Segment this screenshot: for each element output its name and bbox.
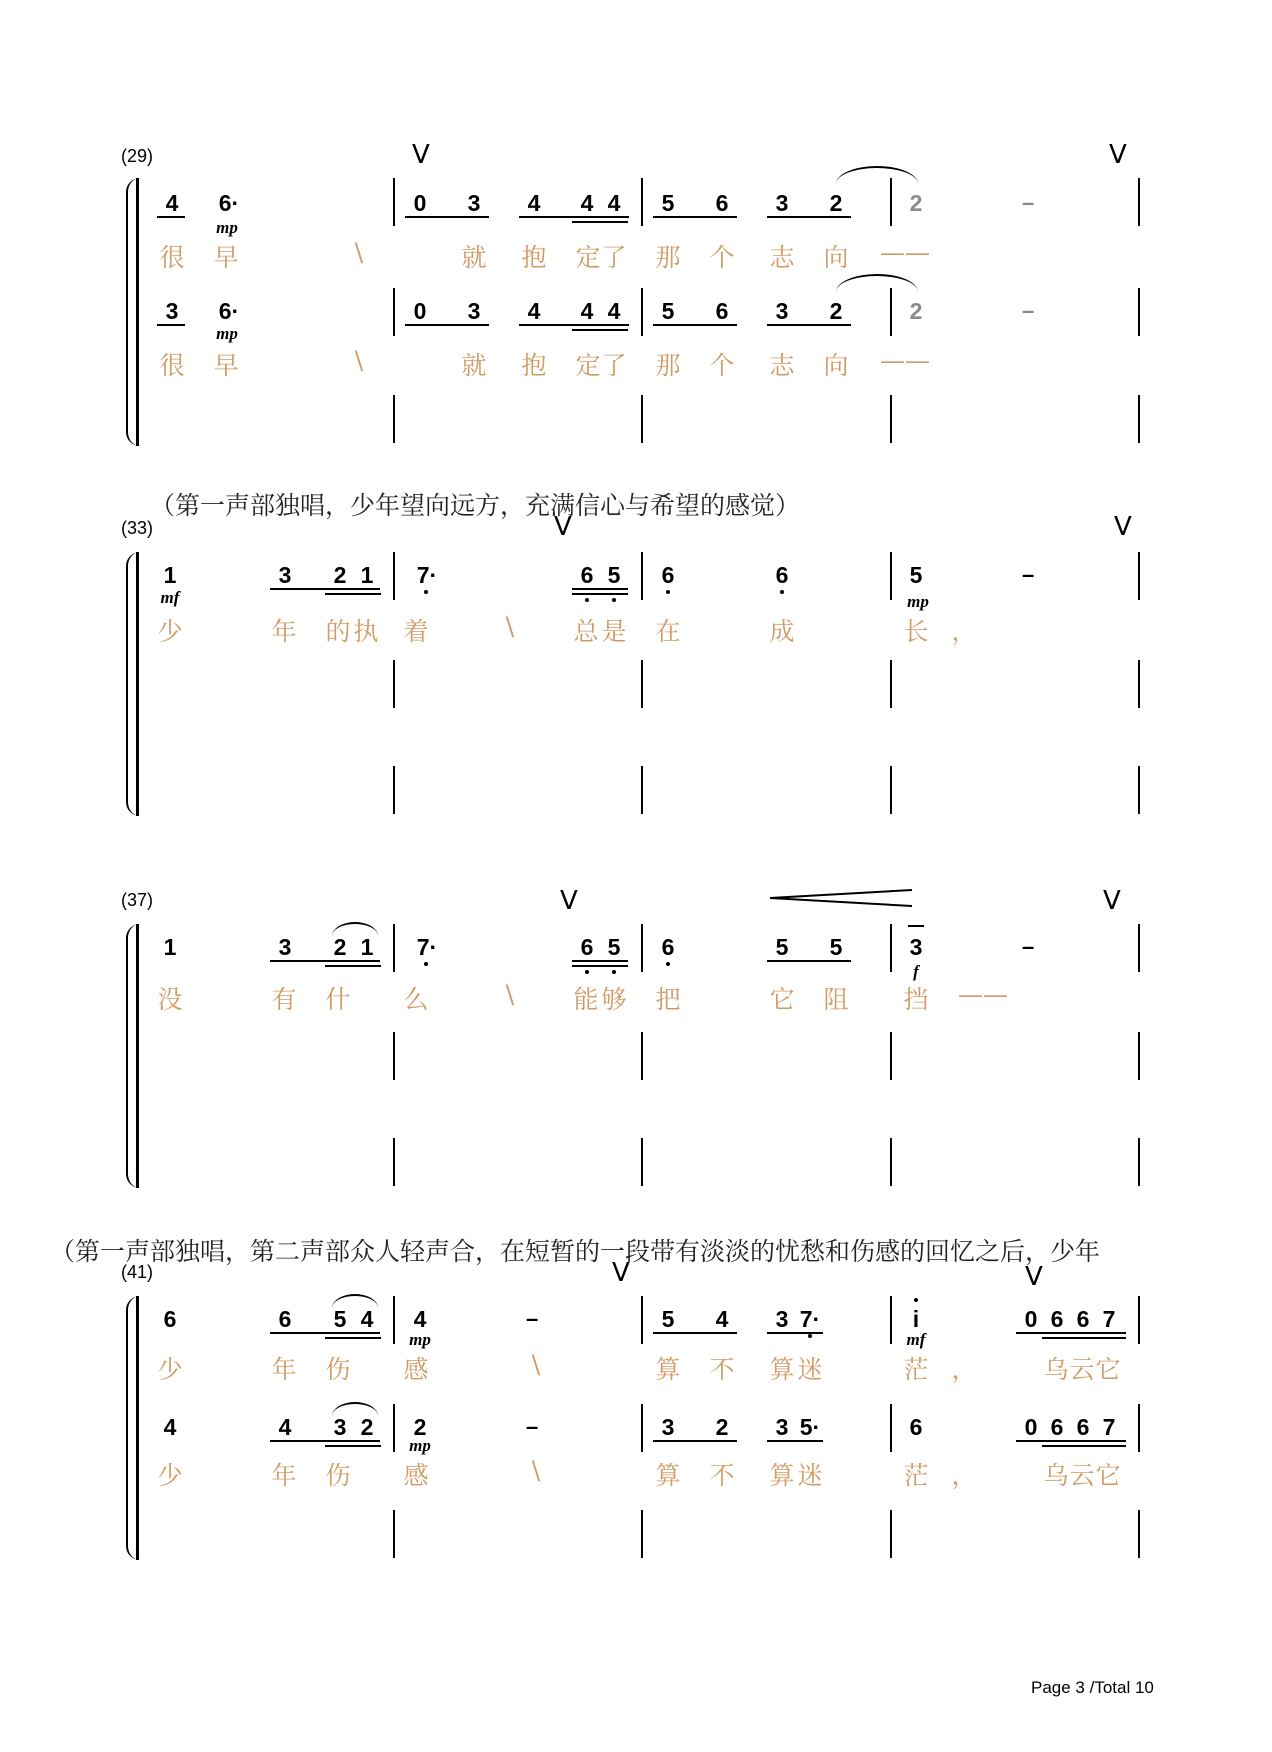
lower-octave-dot: [780, 590, 784, 594]
barline: [890, 924, 892, 972]
note: 6: [1076, 1414, 1090, 1440]
note: 1: [360, 562, 374, 588]
lyric-extender: ——: [958, 980, 1008, 1009]
underline: [270, 588, 380, 590]
lyric: 就: [461, 243, 487, 272]
note: 5: [661, 1306, 675, 1332]
lyric: 它: [1095, 1355, 1121, 1384]
note: 0: [1024, 1414, 1038, 1440]
note: 1: [360, 934, 374, 960]
system-bracket: [136, 178, 139, 446]
note: 4: [163, 1414, 177, 1440]
barline: [890, 1032, 892, 1080]
lyric: 云: [1069, 1355, 1095, 1384]
lyric: 很: [159, 243, 185, 272]
underline: [325, 1445, 381, 1447]
tie: [836, 274, 918, 292]
lyric: 把: [655, 985, 681, 1014]
lyric: 不: [709, 1355, 735, 1384]
breath-mark: V: [1103, 886, 1121, 916]
underline: [157, 216, 185, 218]
note: 1: [163, 934, 177, 960]
lyric: 什: [325, 985, 351, 1014]
tie: [836, 166, 918, 184]
barline: [641, 1138, 643, 1186]
lyric: 少: [157, 1355, 183, 1384]
note: 7·: [416, 934, 438, 960]
barline: [890, 395, 892, 443]
lyric: 算: [655, 1355, 681, 1384]
underline: [767, 324, 851, 326]
note: 0: [1024, 1306, 1038, 1332]
barline: [1138, 1296, 1140, 1344]
barline: [393, 1404, 395, 1452]
note: 6: [163, 1306, 177, 1332]
note: 2: [333, 934, 347, 960]
note: 2: [360, 1414, 374, 1440]
lyric: ，: [951, 1461, 977, 1490]
note: 6: [715, 298, 729, 324]
lyric: 那: [655, 243, 681, 272]
measure-number: (29): [121, 146, 154, 166]
barline: [890, 552, 892, 600]
note: 3: [278, 934, 292, 960]
crescendo-hairpin: [770, 888, 920, 910]
note-tied: 2: [909, 298, 923, 324]
underline: [767, 1440, 823, 1442]
lyric: 少: [157, 617, 183, 646]
note: 2: [829, 298, 843, 324]
note: 5: [333, 1306, 347, 1332]
note: 7·: [799, 1306, 821, 1332]
note: 5: [607, 562, 621, 588]
barline: [393, 1138, 395, 1186]
barline: [641, 1510, 643, 1558]
lyric: 算: [655, 1461, 681, 1490]
lyric: \: [505, 612, 515, 641]
system-brace: [126, 178, 142, 446]
lyric: 长: [903, 617, 929, 646]
dynamic: mp: [409, 1436, 431, 1455]
note: 5: [661, 298, 675, 324]
note: 3: [278, 562, 292, 588]
lower-octave-dot: [666, 590, 670, 594]
barline: [890, 1138, 892, 1186]
lyric: 茫: [903, 1461, 929, 1490]
note: 0: [413, 190, 427, 216]
underline: [653, 216, 737, 218]
underline: [653, 324, 737, 326]
note: 1: [163, 562, 177, 588]
barline: [393, 178, 395, 226]
underline: [572, 329, 628, 331]
note-tied: 2: [909, 190, 923, 216]
barline: [1138, 552, 1140, 600]
underline: [405, 216, 489, 218]
lyric: \: [505, 980, 515, 1009]
underline: [572, 588, 628, 590]
lyric: 的: [325, 617, 351, 646]
lyric: 挡: [903, 985, 929, 1014]
dash: –: [1022, 190, 1035, 215]
lyric: 感: [403, 1355, 429, 1384]
dynamic: mp: [216, 218, 238, 237]
lyric: 有: [271, 985, 297, 1014]
lyric: \: [354, 238, 364, 267]
page-footer: Page 3 /Total 10: [1031, 1678, 1154, 1697]
lyric-extender: ——: [880, 346, 930, 375]
lyric: 是: [601, 617, 627, 646]
barline: [641, 1032, 643, 1080]
note: 4: [527, 190, 541, 216]
lower-octave-dot: [808, 1334, 812, 1338]
note: 7: [1102, 1306, 1116, 1332]
dash: –: [526, 1414, 539, 1439]
barline: [393, 1296, 395, 1344]
note: 5·: [799, 1414, 821, 1440]
barline: [641, 552, 643, 600]
barline: [393, 766, 395, 814]
lyric: 就: [461, 351, 487, 380]
note: 3: [775, 298, 789, 324]
lyric: 它: [1095, 1461, 1121, 1490]
underline: [1042, 1337, 1126, 1339]
lyric: 算: [769, 1461, 795, 1490]
underline: [325, 593, 381, 595]
barline: [890, 1296, 892, 1344]
dynamic: mp: [409, 1330, 431, 1349]
dynamic: mf: [160, 588, 180, 607]
tenuto: [908, 925, 924, 927]
performance-remark: （第一声部独唱，第二声部众人轻声合，在短暂的一段带有淡淡的忧愁和伤感的回忆之后，少年: [50, 1237, 1101, 1266]
system-brace: [126, 1296, 142, 1560]
barline: [641, 178, 643, 226]
note: 3: [661, 1414, 675, 1440]
lower-octave-dot: [424, 590, 428, 594]
breath-mark: V: [1025, 1262, 1043, 1292]
dynamic: mp: [216, 324, 238, 343]
note: 6: [580, 934, 594, 960]
underline: [572, 965, 628, 967]
lyric: 成: [769, 617, 795, 646]
barline: [1138, 660, 1140, 708]
underline: [270, 1440, 380, 1442]
lyric: 总: [573, 617, 599, 646]
underline: [653, 1332, 737, 1334]
underline: [572, 221, 628, 223]
underline: [157, 324, 185, 326]
lyric: 个: [709, 351, 735, 380]
dynamic: mp: [907, 592, 929, 611]
underline: [325, 1337, 381, 1339]
note: 0: [413, 298, 427, 324]
lyric: 没: [157, 985, 183, 1014]
measure-number: (41): [121, 1262, 154, 1282]
lyric: 云: [1069, 1461, 1095, 1490]
lyric: ，: [951, 1355, 977, 1384]
barline: [393, 660, 395, 708]
lyric: \: [531, 1350, 541, 1379]
barline: [890, 1404, 892, 1452]
underline: [325, 965, 381, 967]
barline: [641, 395, 643, 443]
note: 3: [775, 1414, 789, 1440]
barline: [393, 395, 395, 443]
note: 4: [527, 298, 541, 324]
note: 2: [715, 1414, 729, 1440]
lyric: 够: [601, 985, 627, 1014]
note: 6: [715, 190, 729, 216]
note: 4: [278, 1414, 292, 1440]
lyric: 志: [769, 351, 795, 380]
note: 4: [413, 1306, 427, 1332]
barline: [1138, 1404, 1140, 1452]
note: 4: [607, 190, 621, 216]
lyric: 向: [823, 243, 849, 272]
barline: [641, 1296, 643, 1344]
system-brace: [126, 552, 142, 816]
barline: [1138, 924, 1140, 972]
barline: [393, 1510, 395, 1558]
barline: [1138, 1032, 1140, 1080]
lyric: ，: [951, 617, 977, 646]
lower-octave-dot: [585, 598, 589, 602]
underline: [405, 324, 489, 326]
note: 4: [360, 1306, 374, 1332]
note: 6: [775, 562, 789, 588]
lyric: 少: [157, 1461, 183, 1490]
barline: [890, 766, 892, 814]
lyric: 么: [403, 985, 429, 1014]
system-brace: [126, 924, 142, 1188]
breath-mark: V: [1109, 140, 1127, 170]
lyric: 了: [601, 243, 627, 272]
note: 2: [829, 190, 843, 216]
underline: [1016, 1332, 1126, 1334]
underline: [519, 324, 629, 326]
note: 6·: [218, 298, 240, 324]
barline: [1138, 178, 1140, 226]
lyric: 年: [271, 1355, 297, 1384]
lyric: 不: [709, 1461, 735, 1490]
dynamic: mf: [906, 1330, 926, 1349]
lyric: 定: [575, 351, 601, 380]
barline: [641, 766, 643, 814]
lower-octave-dot: [612, 598, 616, 602]
lyric: 茫: [903, 1355, 929, 1384]
breath-mark: V: [412, 140, 430, 170]
lyric: 早: [213, 243, 239, 272]
barline: [641, 1404, 643, 1452]
barline: [393, 924, 395, 972]
lyric: 抱: [521, 351, 547, 380]
note: 5: [909, 562, 923, 588]
barline: [393, 552, 395, 600]
system-bracket: [136, 924, 139, 1188]
lyric: 年: [271, 617, 297, 646]
note: 3: [165, 298, 179, 324]
barline: [890, 660, 892, 708]
note: 3: [467, 190, 481, 216]
lyric: 执: [353, 617, 379, 646]
note: 6: [661, 562, 675, 588]
lyric: \: [531, 1456, 541, 1485]
barline: [1138, 766, 1140, 814]
note: 4: [715, 1306, 729, 1332]
tie: [332, 1402, 378, 1416]
lower-octave-dot: [585, 970, 589, 974]
note: 4: [165, 190, 179, 216]
note: 7·: [416, 562, 438, 588]
upper-octave-dot: [914, 1298, 918, 1302]
measure-number: (33): [121, 518, 154, 538]
dash: –: [1022, 934, 1035, 959]
note: 3: [775, 1306, 789, 1332]
note: 5: [829, 934, 843, 960]
lyric: 抱: [521, 243, 547, 272]
barline: [1138, 1510, 1140, 1558]
breath-mark: V: [560, 886, 578, 916]
lyric-extender: ——: [880, 238, 930, 267]
system-bracket: [136, 552, 139, 816]
note: 4: [580, 298, 594, 324]
dynamic: f: [913, 962, 919, 981]
underline: [270, 1332, 380, 1334]
lyric: 向: [823, 351, 849, 380]
note: 6: [661, 934, 675, 960]
lyric: 算: [769, 1355, 795, 1384]
barline: [641, 924, 643, 972]
note: i: [912, 1306, 920, 1332]
barline: [1138, 1138, 1140, 1186]
underline: [572, 593, 628, 595]
note: 5: [661, 190, 675, 216]
barline: [641, 660, 643, 708]
lyric: 它: [769, 985, 795, 1014]
note: 6: [278, 1306, 292, 1332]
dash: –: [1022, 562, 1035, 587]
note: 2: [413, 1414, 427, 1440]
barline: [393, 288, 395, 336]
tie: [332, 922, 378, 936]
underline: [767, 1332, 823, 1334]
lyric: 了: [601, 351, 627, 380]
measure-number: (37): [121, 890, 154, 910]
lyric: 阻: [823, 985, 849, 1014]
lyric: 迷: [797, 1461, 823, 1490]
tie: [332, 1294, 378, 1308]
lyric: 感: [403, 1461, 429, 1490]
note: 6: [1050, 1306, 1064, 1332]
lyric: 能: [573, 985, 599, 1014]
underline: [270, 960, 380, 962]
note: 3: [333, 1414, 347, 1440]
barline: [890, 288, 892, 336]
breath-mark: V: [612, 1258, 630, 1288]
barline: [890, 178, 892, 226]
note: 3: [467, 298, 481, 324]
lyric: 乌: [1043, 1461, 1069, 1490]
performance-remark: （第一声部独唱，少年望向远方，充满信心与希望的感觉）: [150, 491, 801, 520]
lyric: 志: [769, 243, 795, 272]
dash: –: [1022, 298, 1035, 323]
note: 2: [333, 562, 347, 588]
underline: [1016, 1440, 1126, 1442]
lyric: 那: [655, 351, 681, 380]
note: 6: [1076, 1306, 1090, 1332]
underline: [1042, 1445, 1126, 1447]
note: 4: [580, 190, 594, 216]
lower-octave-dot: [424, 962, 428, 966]
note: 7: [1102, 1414, 1116, 1440]
note: 3: [909, 934, 923, 960]
barline: [1138, 395, 1140, 443]
system-bracket: [136, 1296, 139, 1560]
lyric: 早: [213, 351, 239, 380]
lyric: 迷: [797, 1355, 823, 1384]
underline: [767, 960, 851, 962]
note: 6: [1050, 1414, 1064, 1440]
note: 6·: [218, 190, 240, 216]
lyric: 伤: [325, 1461, 351, 1490]
barline: [393, 1032, 395, 1080]
lyric: 年: [271, 1461, 297, 1490]
lower-octave-dot: [666, 962, 670, 966]
underline: [519, 216, 629, 218]
note: 6: [909, 1414, 923, 1440]
lyric: 乌: [1043, 1355, 1069, 1384]
lyric: 个: [709, 243, 735, 272]
lower-octave-dot: [612, 970, 616, 974]
lyric: \: [354, 346, 364, 375]
note: 5: [607, 934, 621, 960]
note: 3: [775, 190, 789, 216]
lyric: 在: [655, 617, 681, 646]
breath-mark: V: [1114, 512, 1132, 542]
note: 5: [775, 934, 789, 960]
underline: [572, 960, 628, 962]
note: 4: [607, 298, 621, 324]
lyric: 着: [403, 617, 429, 646]
barline: [890, 1510, 892, 1558]
barline: [1138, 288, 1140, 336]
dash: –: [526, 1306, 539, 1331]
barline: [641, 288, 643, 336]
breath-mark: V: [554, 512, 572, 542]
lyric: 很: [159, 351, 185, 380]
note: 6: [580, 562, 594, 588]
lyric: 定: [575, 243, 601, 272]
lyric: 伤: [325, 1355, 351, 1384]
underline: [767, 216, 851, 218]
underline: [653, 1440, 737, 1442]
